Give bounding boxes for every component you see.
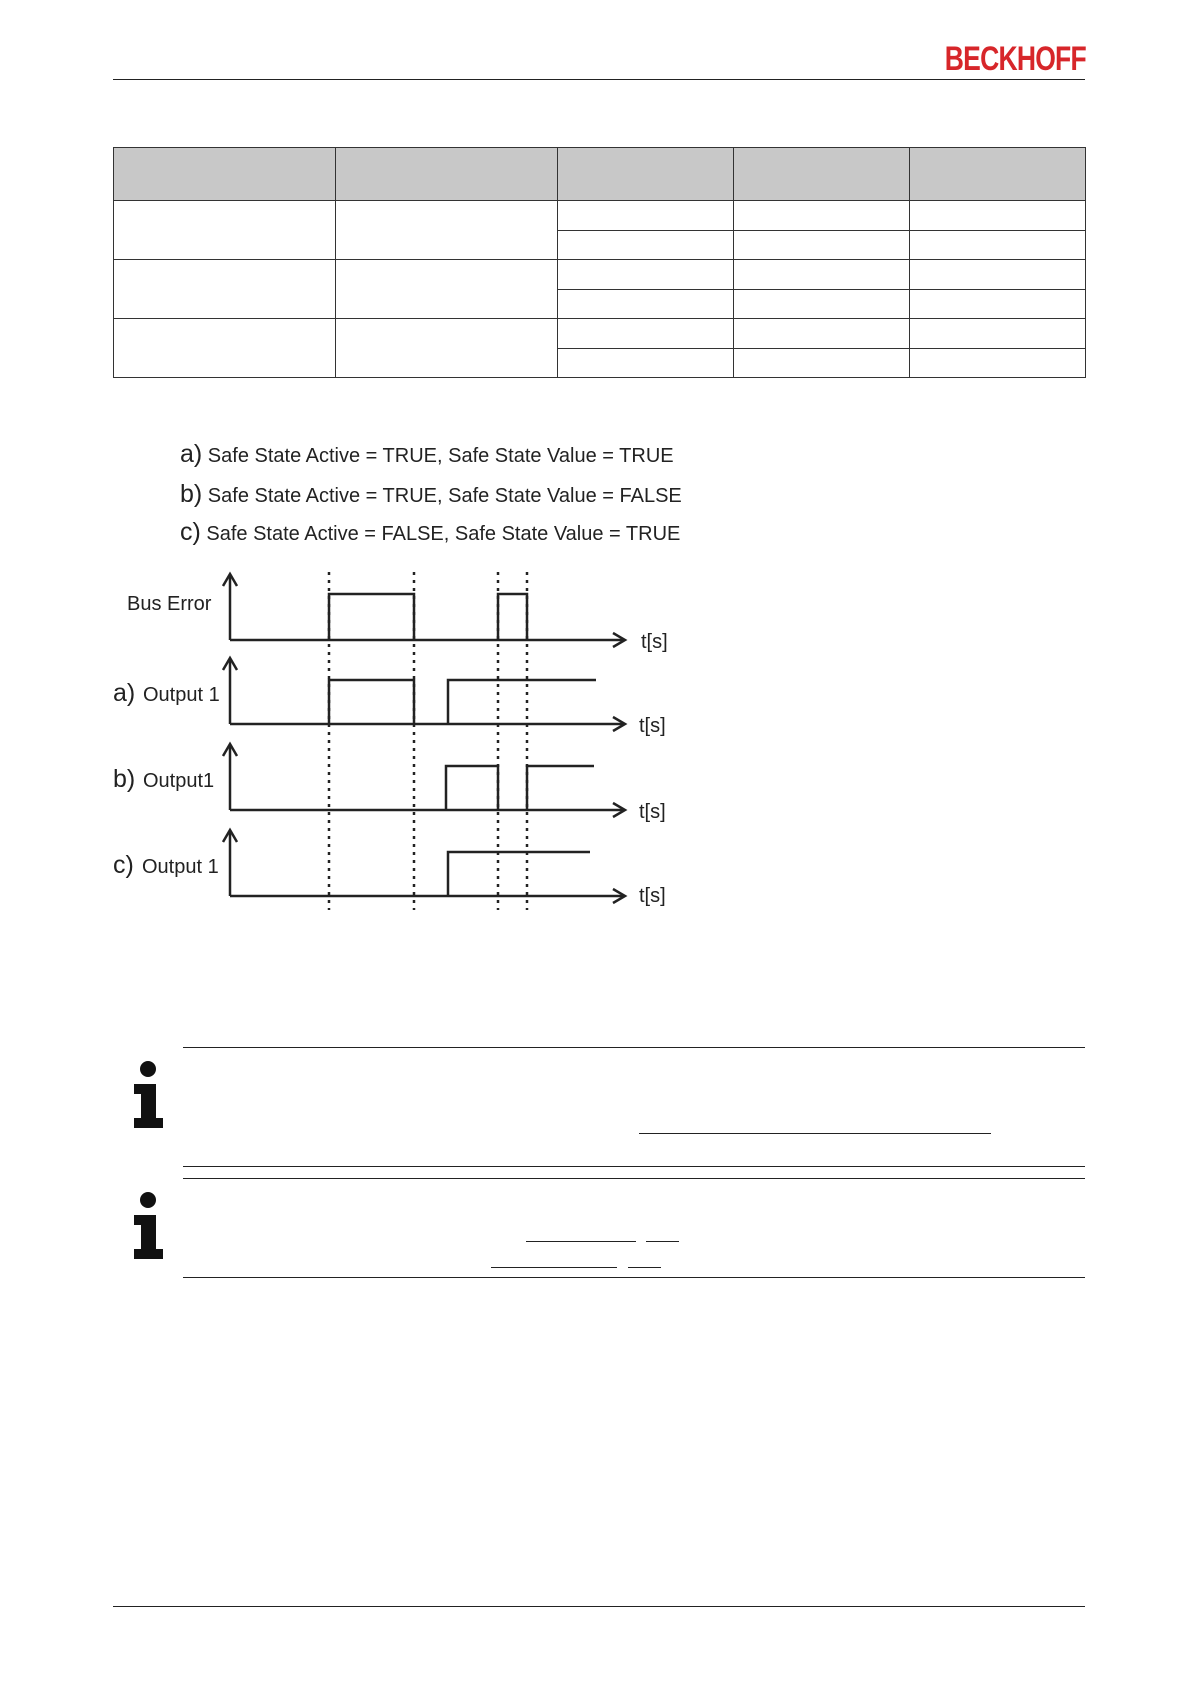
axis-label: t[s] xyxy=(639,885,666,907)
axis-label: t[s] xyxy=(639,715,666,737)
table-cell xyxy=(558,348,734,378)
note-top-rule xyxy=(183,1178,1085,1179)
table-cell xyxy=(558,260,734,290)
note-bottom-rule xyxy=(183,1166,1085,1167)
signal-output-a xyxy=(223,658,625,731)
header-rule xyxy=(113,79,1085,80)
table-cell xyxy=(558,230,734,260)
table-cell xyxy=(910,260,1086,290)
signal-output-c xyxy=(223,830,625,903)
table-cell xyxy=(910,348,1086,378)
table-cell xyxy=(910,230,1086,260)
legend-letter: b) xyxy=(180,480,203,508)
table-cell xyxy=(114,319,336,378)
note-bottom-rule xyxy=(183,1277,1085,1278)
legend-letter: a) xyxy=(180,440,203,468)
signal-waveform xyxy=(329,594,527,640)
legend-line-b xyxy=(180,480,682,509)
info-icon xyxy=(130,1191,170,1261)
note-top-rule xyxy=(183,1047,1085,1048)
table-cell xyxy=(910,201,1086,231)
signal-prefix: c) xyxy=(113,851,134,879)
table-cell xyxy=(734,201,910,231)
info-icon xyxy=(130,1060,170,1130)
signal-prefix: b) xyxy=(113,765,136,793)
table-cell xyxy=(558,319,734,349)
table-header-row xyxy=(114,148,1086,201)
table-header-cell xyxy=(734,148,910,201)
signal-prefix: a) xyxy=(113,679,136,707)
table-cell xyxy=(114,201,336,260)
link-underline[interactable] xyxy=(491,1267,617,1268)
legend-text: Safe State Active = TRUE, Safe State Value = TRUE xyxy=(207,445,674,467)
timing-diagram xyxy=(0,560,720,920)
table-row xyxy=(114,201,1086,231)
legend-line-a xyxy=(180,440,674,469)
legend-text: Safe State Active = TRUE, Safe State Value = FALSE xyxy=(207,485,682,507)
table-cell xyxy=(336,319,558,378)
table-cell xyxy=(336,201,558,260)
signal-label: Output 1 xyxy=(143,684,220,706)
table-cell xyxy=(336,260,558,319)
table-row xyxy=(114,319,1086,349)
table-header-cell xyxy=(336,148,558,201)
link-underline[interactable] xyxy=(646,1241,679,1242)
table-cell xyxy=(734,348,910,378)
table-cell xyxy=(558,289,734,319)
signal-waveform xyxy=(329,680,596,724)
table-header-cell xyxy=(114,148,336,201)
link-underline[interactable] xyxy=(628,1267,661,1268)
signal-label: Bus Error xyxy=(127,593,212,615)
legend-line-c xyxy=(180,518,680,547)
signal-label: Output1 xyxy=(143,770,215,792)
parameter-table xyxy=(113,147,1086,378)
table-cell xyxy=(910,319,1086,349)
table-cell xyxy=(734,319,910,349)
table-cell xyxy=(558,201,734,231)
link-underline[interactable] xyxy=(639,1133,991,1134)
table-cell xyxy=(114,260,336,319)
signal-bus-error xyxy=(223,574,625,647)
table-header-cell xyxy=(558,148,734,201)
footer-rule xyxy=(113,1606,1085,1607)
legend-letter: c) xyxy=(180,518,201,546)
signal-label: Output 1 xyxy=(142,856,219,878)
signal-waveform xyxy=(448,852,590,896)
signal-waveform xyxy=(446,766,594,810)
axis-label: t[s] xyxy=(639,801,666,823)
legend-text: Safe State Active = FALSE, Safe State Value = TRUE xyxy=(206,523,681,545)
table-cell xyxy=(910,289,1086,319)
table-cell xyxy=(734,289,910,319)
table-row xyxy=(114,260,1086,290)
table-cell xyxy=(734,260,910,290)
link-underline[interactable] xyxy=(526,1241,636,1242)
beckhoff-logo: BECKHOFF xyxy=(944,40,1086,78)
table-cell xyxy=(734,230,910,260)
table-header-cell xyxy=(910,148,1086,201)
axis-label: t[s] xyxy=(641,631,668,653)
signal-output-b xyxy=(223,744,625,817)
